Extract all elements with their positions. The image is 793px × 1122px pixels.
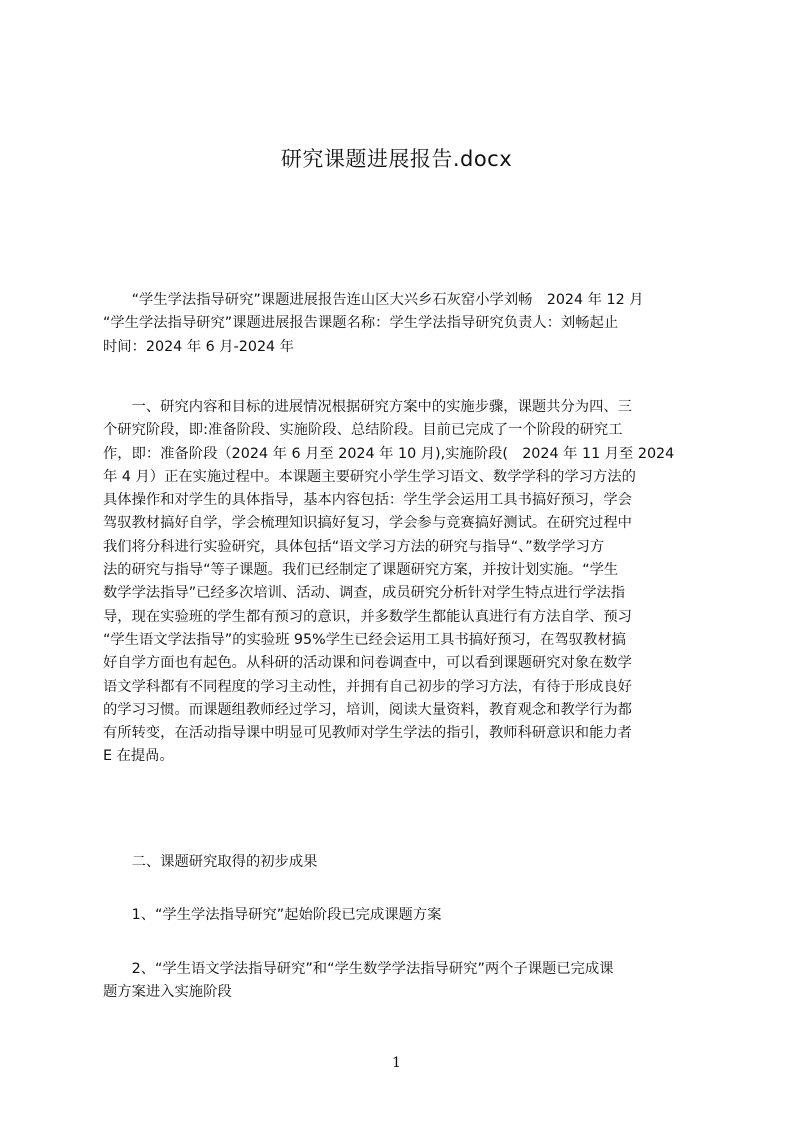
result-item-2 <box>103 958 698 1005</box>
text-line: 题方案进入实施阶段 <box>103 984 232 1001</box>
text-line: 个研究阶段，即:准备阶段、实施阶段、总结阶段。目前已完成了一个阶段的研究工 <box>103 422 623 439</box>
text-line: 好自学方面也有起色。从科研的活动课和问卷调查中，可以看到课题研究对象在数学 <box>103 655 632 672</box>
text-line: 驾驭教材搞好自学，学会梳理知识搞好复习，学会参与竞赛搞好测试。在研究过程中 <box>103 515 632 532</box>
text-line: 导，现在实验班的学生都有预习的意识，并多数学生都能认真进行有方法自学、预习 <box>103 608 632 625</box>
text-line: 语文学科都有不同程度的学习主动性，并拥有自己初步的学习方法，有待于形成良好 <box>103 678 632 695</box>
text-line: 我们将分科进行实验研究，具体包括“语文学习方法的研究与指导“、”数学学习方 <box>103 538 605 555</box>
text-line: E 在提咼。 <box>103 748 174 765</box>
text-line: 年 4 月）正在实施过程中。本课题主要研究小学生学习语文、数学学科的学习方法的 <box>103 468 636 485</box>
text-line: “学生学法指导研究”课题进展报告连山区大兴乡石灰窑小学刘畅 2024 年 12 月 <box>103 292 644 308</box>
text-line: 2、“学生语文学法指导研究”和“学生数学学法指导研究”两个子课题已完成课 <box>103 961 614 977</box>
section1-paragraph <box>103 396 698 769</box>
text-line: 具体操作和对学生的具体指导，基本内容包括：学生学会运用工具书搞好预习，学会 <box>103 492 632 509</box>
text-line: 法的研究与指导“等子课题。我们已经制定了课题研究方案，并按计划实施。“学生 <box>103 562 619 579</box>
page-number: 1 <box>392 1055 401 1071</box>
text-line: 数学学法指导”已经多次培训、活动、调查，成员研究分析针对学生特点进行学法指 <box>103 585 626 602</box>
heading-text: 二、课题研究取得的初步成果 <box>103 854 318 870</box>
document-title: 研究课题进展报告.docx <box>280 147 513 171</box>
text-line: 作，即：准备阶段（2024 年 6 月至 2024 年 10 月),实施阶段( 2024 年 11 月至 2024 <box>103 445 675 462</box>
text-line: 一、研究内容和目标的进展情况根据研究方案中的实施步骤，课题共分为四、三 <box>103 399 632 415</box>
text-line: 时间：2024 年 6 月-2024 年 <box>103 338 294 355</box>
text-line: 的学习习惯。而课题组教师经过学习，培训，阅读大量资料，教育观念和教学行为都 <box>103 701 632 718</box>
result-item-1 <box>103 904 698 927</box>
text-line: 有所转变，在活动指导课中明显可见教师对学生学法的指引，教师科研意识和能力者 <box>103 725 632 742</box>
text-line: “学生学法指导研究”课题进展报告课题名称：学生学法指导研究负责人：刘畅起止 <box>103 315 619 332</box>
text-line: “学生语文学法指导”的实验班 95%学生已经会运用工具书搞好预习，在驾驭教材搞 <box>103 631 626 648</box>
section2-heading <box>103 851 698 874</box>
intro-paragraph <box>103 289 698 359</box>
text-line: 1、“学生学法指导研究”起始阶段已完成课题方案 <box>103 907 442 923</box>
